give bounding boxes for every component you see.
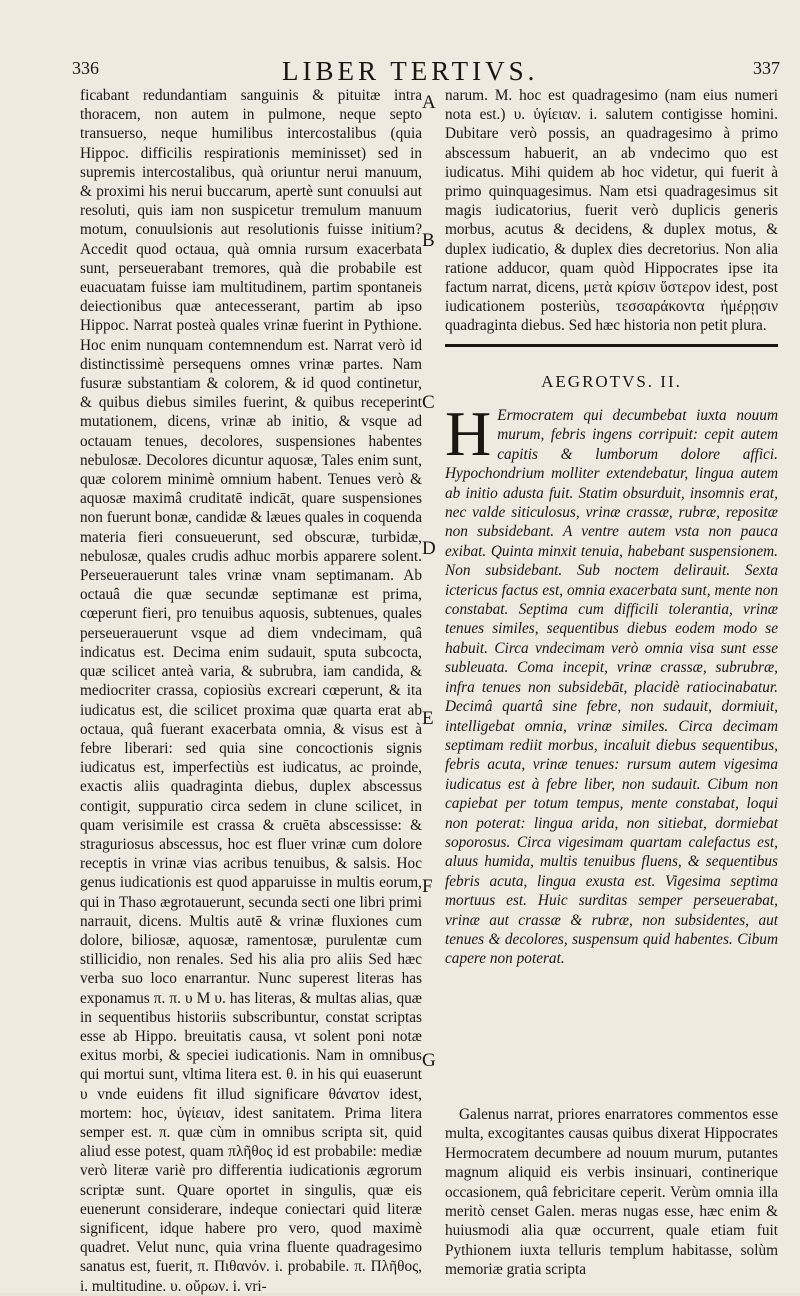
case-history-text: Ermocratem qui decumbebat iuxta nouum murum, febris ingens corripuit: cepit autem capitis & lumborum dolore affici. Hypochondrium molliter extendebatur, lingua autem ab initio adusta fuit. Statim obsurduit, insomnis erat, nec valde siticulosus, vrinæ crassæ, rubræ, repositæ non subsidebant. A ventre autem vsta non pauca exibat. Quinta minxit tenuia, habebant suspensionem. Non subsidebant. Sub noctem delirauit. Sexta ictericus factus est, omnia exacerbata sunt, mente non constabat. Septima cum difficili tolerantia, vrinæ tenues similes, sequentibus diebus eodem modo se habuit. Circa vndecimam verò omnia visa sunt esse subleuata. Coma incepit, vrinæ crassæ, subrubræ, infra tenues non subsidebāt, placidè ratiocinabatur. Decimâ quartâ sine febre, non sudauit, dormiuit, intelligebat omnia, vrinæ similes. Circa decimam septimam rediit morbus, incaluit diebus sequentibus, febris acuta, vrinæ tenues: rursum autem vigesima iudicatus est à febre liber, non sudauit. Cibum non capiebat per totum tempus, mente constabat, loqui non poterat: lingua arida, non sitiebat, dormiebat soporosus. Circa vigesimam quartam calefactus est, aluus humida, multis tenuibus fluens, & sequentibus febris acuta, lingua exusta est. Vigesima septima mortuus est. Huic surditas semper perseuerabat, vrinæ aut crassæ & rubræ, non subsidentes, aut tenues & decolores, suspensum quid habentes. Cibum capere non poterat. bbox=[445, 407, 778, 968]
commentary-text: Galenus narrat, priores enarratores commentos esse multa, excogitantes causas quibus dixerat Hippocrates Hermocratem decumbere ad nouum murum, putantes magnum aliquid eis verbis insinuari, continerique occasionem, quâ febricitare ceperit. Verùm omnia illa meritò censet Galen. meras nugas esse, hæc enim & huiusmodi alia quæ occurrent, quale etiam fuit Pythionem iuxta telluris templum habitasse, solùm memoriæ gratia scripta bbox=[445, 1106, 778, 1279]
margin-letter-c: C bbox=[422, 392, 435, 413]
right-column-top bbox=[445, 86, 778, 336]
left-column-text: ficabant redundantiam sanguinis & pituitæ intra thoracem, non autem in pulmone, neque septo transuerso, neque humilibus intercostalibus (quia Hippoc. difficilis respirationis meminisset) sed in supremis intercostalibus, quà oriuntur nerui manuum, & proximi his nerui buccarum, apertè sunt conuulsi aut resoluti, quis iam non suspicetur tremulum manuum motum, conuulsionis aut resolutionis fuisse initium? Accedit quod octaua, quà omnia rursum exacerbata sunt, perseuerabant tremores, quà die probabile est euacuatam fuisse iam multitudinem, partim spontaneis deiectionibus quæ antecesserant, partim ab ipso Hippoc. Narrat posteà quales vrinæ fuerint in Pythione. Hoc enim nunquam contemnendum est. Narrat verò id distinctissimè persequens omnes vrinæ partes. Nam fusuræ substantiam & colorem, & id quod continetur, & quibus diebus similes fuerint, & quibus receperint mutationem, dicens, vrinæ ab initio, & vsque ad octauam tenues, decolores, suspensiones habentes nebulosæ. Decolores dicuntur aquosæ, Tales enim sunt, quæ colorem minimè omnium habent. Tenues verò & aquosæ maximâ cruditatē indicāt, quare suspensiones non fuerunt bonæ, candidæ & læues quales in coquenda materia fieri consueuerunt, sed obscuræ, turbidæ, nebulosæ, quales crudis adhuc morbis apparere solent. Perseuerauerunt tales vrinæ vnam septimanam. Ab octauâ die quæ secundæ septimanæ est prima, cœperunt fieri, pro tenuibus aquosis, subtenues, quales perseuerauerunt vsque ad diem vndecimam, quâ indicatus est. Decima enim sudauit, sputa subcocta, quæ scilicet anteà varia, & subrubra, iam candida, & mediocriter crassa, copiosiùs excreari cœperunt, & ita iudicatus est, die scilicet proxima quæ quarta erat ab octaua, quâ fuerant exacerbata omnia, & visus est à febre liberari: sed quia sine concoctionis signis iudicatus est, imperfectiùs est iudicatus, ac proinde, exactis aliis quadraginta diebus, duplex abscessus contigit, suppuratio circa sedem in clune scilicet, in quam verisimile est crassa & cruēta abscessisse: & straguriosus abscessus, hoc est fluer vrinæ cum dolore receptis in vrinæ vias acribus tenuibus, & salsis. Hoc genus iudicationis est quod apparuisse in multis eorum, qui in Thaso ægrotauerunt, secunda secti one libri primi narrauit, dicens. Multis autē & vrinæ fluxiones cum dolore, biliosæ, aquosæ, ramentosæ, purulentæ cum stillicidio, non renales. Sed his alia pro aliis Sed hæc verba suo loco enarrantur. Nunc superest literas has exponamus π. π. υ Μ υ. has literas, & multas alias, quæ in sequentibus historiis subscribuntur, constat scriptas esse ab Hippo. breuitatis causa, vt solent poni notæ exitus morbi, & speciei iudicationis. Nam in omnibus qui mortui sunt, vltima litera est. θ. in his qui euaserunt υ vnde euidens fit illud significare θάνατον idest, mortem: hoc, ὑγίειαν, idest sanitatem. Prima litera semper est. π. quæ cùm in omnibus scripta sit, quid aliud esse potest, quam πλῆθος id est probabile: mediæ verò literæ variè pro differentia iudicationis ægrorum scriptæ sunt. Quare oportet in singulis, quæ eis euenerunt considerare, indeque coniectari quid literæ significent, idque habere pro vero, quod maximè quadret. Velut nunc, quia vrina fluente quadragesimo sanatus est, fuerit, π. Πιθανόν. i. probabile. π. Πλῆθος, i. multitudine. υ. οὔρων. i. vri- bbox=[80, 87, 422, 1295]
margin-letter-f: F bbox=[422, 876, 433, 897]
margin-letters bbox=[420, 0, 442, 1293]
margin-letter-e: E bbox=[422, 708, 434, 729]
margin-letter-a: A bbox=[422, 92, 436, 113]
margin-letter-d: D bbox=[422, 538, 436, 559]
section-divider bbox=[445, 344, 778, 347]
right-page-number: 337 bbox=[753, 58, 780, 78]
case-history bbox=[445, 398, 778, 969]
left-page-number: 336 bbox=[72, 58, 99, 78]
right-column-top-text: narum. M. hoc est quadragesimo (nam eius numeri nota est.) υ. ὑγίειαν. i. salutem contigisse homini. Dubitare verò possis, an quadragesimo à primo abscessum habuerit, an ab vndecimo quo est iudicatus. Mihi quidem ab hoc videtur, qui fuerit à primo quinquagesimus. Nam etsi quadragesimus sit magis iudicatorius, fuerit verò duplicis generis morbus, acutus & decidens, & duplex motus, & duplex iudicatio, & duplex dies decretorius. Non alia ratione adducor, quam quòd Hippocrates ipse ita factum narrat, dicens, μετὰ κρίσιν ὕστερον idest, post iudicationem posteriùs, τεσσαράκοντα ἡμέρῃσιν quadraginta diebus. Sed hæc historia non petit plura. bbox=[445, 87, 778, 335]
commentary bbox=[445, 1105, 778, 1280]
drop-cap: H bbox=[445, 398, 492, 469]
running-head: LIBER TERTIVS. bbox=[282, 56, 539, 86]
margin-letter-b: B bbox=[422, 230, 435, 251]
margin-letter-g: G bbox=[422, 1050, 436, 1071]
left-column bbox=[80, 86, 422, 1296]
section-title: AEGROTVS. II. bbox=[541, 372, 682, 391]
